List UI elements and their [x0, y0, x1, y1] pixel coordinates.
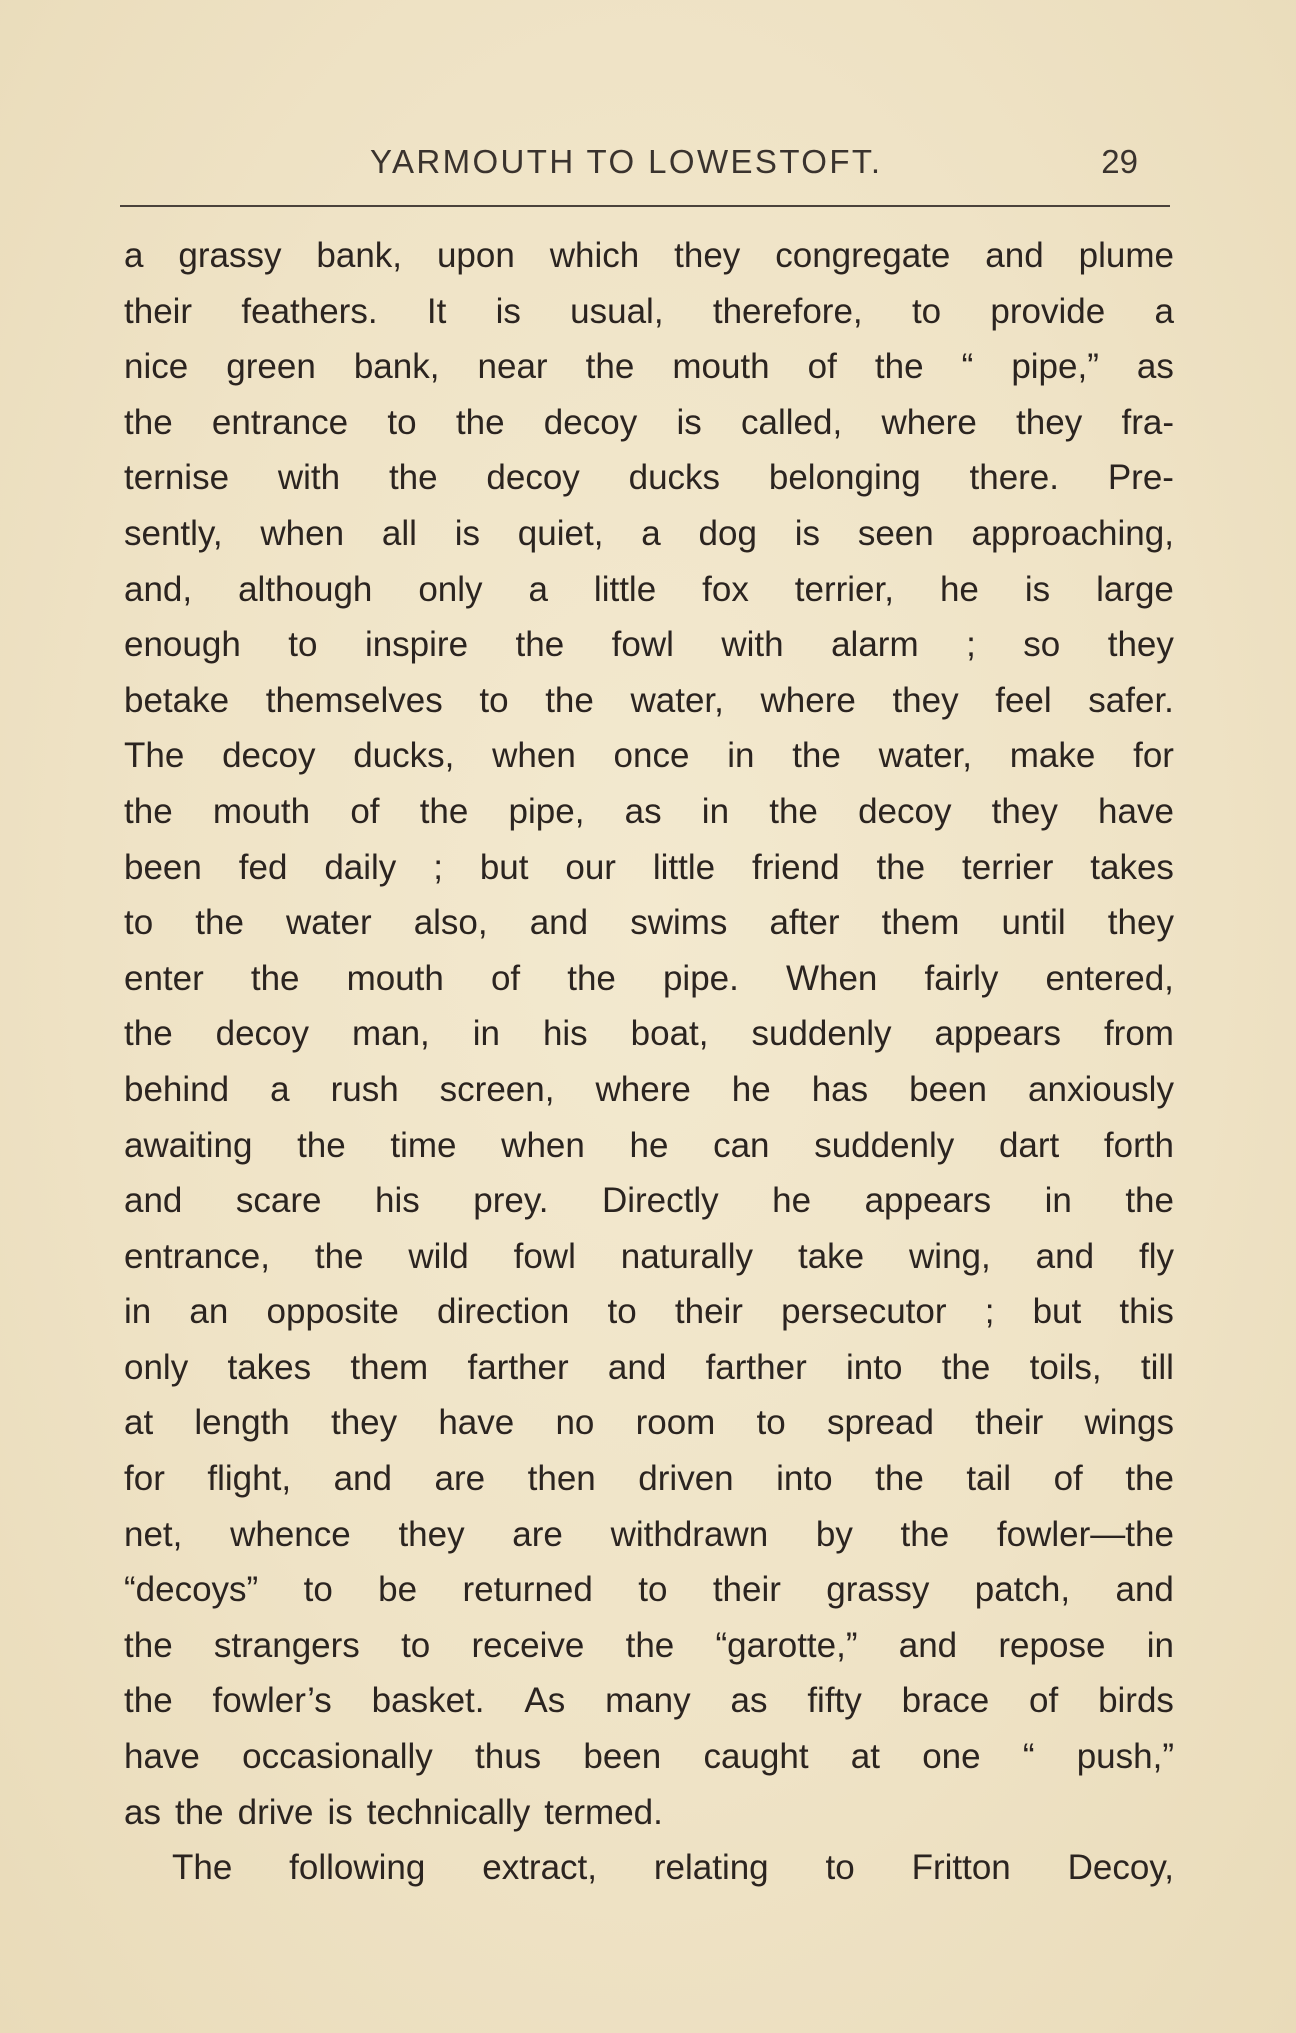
- running-head: [118, 143, 1178, 189]
- text-line: ternise with the decoy ducks belonging there. Pre-: [124, 458, 1174, 498]
- text-line: the strangers to receive the “garotte,” and repose in: [124, 1625, 1174, 1665]
- paragraph-last-line: as the drive is technically termed.: [124, 1792, 663, 1832]
- text-line: betake themselves to the water, where they feel safer.: [124, 680, 1174, 720]
- text-line: the fowler’s basket. As many as fifty brace of birds: [124, 1681, 1174, 1721]
- text-line: behind a rush screen, where he has been anxiously: [124, 1069, 1174, 1109]
- text-line: the decoy man, in his boat, suddenly appears from: [124, 1014, 1174, 1054]
- text-line: and, although only a little fox terrier, he is large: [124, 569, 1174, 609]
- paragraph-first-line: The following extract, relating to Fritton Decoy,: [172, 1848, 1174, 1888]
- text-line: entrance, the wild fowl naturally take wing, and fly: [124, 1236, 1174, 1276]
- text-line: a grassy bank, upon which they congregate and plume: [124, 236, 1174, 275]
- text-line: enough to inspire the fowl with alarm ; so they: [124, 625, 1174, 665]
- text-line: in an opposite direction to their persecutor ; but this: [124, 1292, 1174, 1332]
- text-line: net, whence they are withdrawn by the fowler—the: [124, 1514, 1174, 1554]
- text-line: nice green bank, near the mouth of the “ pipe,” as: [124, 347, 1174, 387]
- text-line: have occasionally thus been caught at one “ push,”: [124, 1737, 1174, 1777]
- page-number: 29: [1101, 143, 1138, 180]
- text-line: sently, when all is quiet, a dog is seen approaching,: [124, 513, 1174, 553]
- text-line: for flight, and are then driven into the tail of the: [124, 1459, 1174, 1499]
- text-line: “decoys” to be returned to their grassy patch, and: [124, 1570, 1174, 1610]
- text-line: The decoy ducks, when once in the water, make for: [124, 736, 1174, 776]
- text-line: the mouth of the pipe, as in the decoy they have: [124, 791, 1174, 831]
- text-line: been fed daily ; but our little friend the terrier takes: [124, 847, 1174, 887]
- text-line: the entrance to the decoy is called, where they fra-: [124, 402, 1174, 442]
- text-line: only takes them farther and farther into the toils, till: [124, 1347, 1174, 1387]
- body-text: [124, 228, 1174, 1896]
- text-line: their feathers. It is usual, therefore, to provide a: [124, 291, 1174, 331]
- text-line: awaiting the time when he can suddenly dart forth: [124, 1125, 1174, 1165]
- text-line: enter the mouth of the pipe. When fairly entered,: [124, 958, 1174, 998]
- running-title: YARMOUTH TO LOWESTOFT.: [370, 143, 883, 180]
- text-line: at length they have no room to spread their wings: [124, 1403, 1174, 1443]
- text-line: and scare his prey. Directly he appears in the: [124, 1181, 1174, 1221]
- text-line: to the water also, and swims after them until they: [124, 903, 1174, 943]
- header-rule: [120, 205, 1170, 207]
